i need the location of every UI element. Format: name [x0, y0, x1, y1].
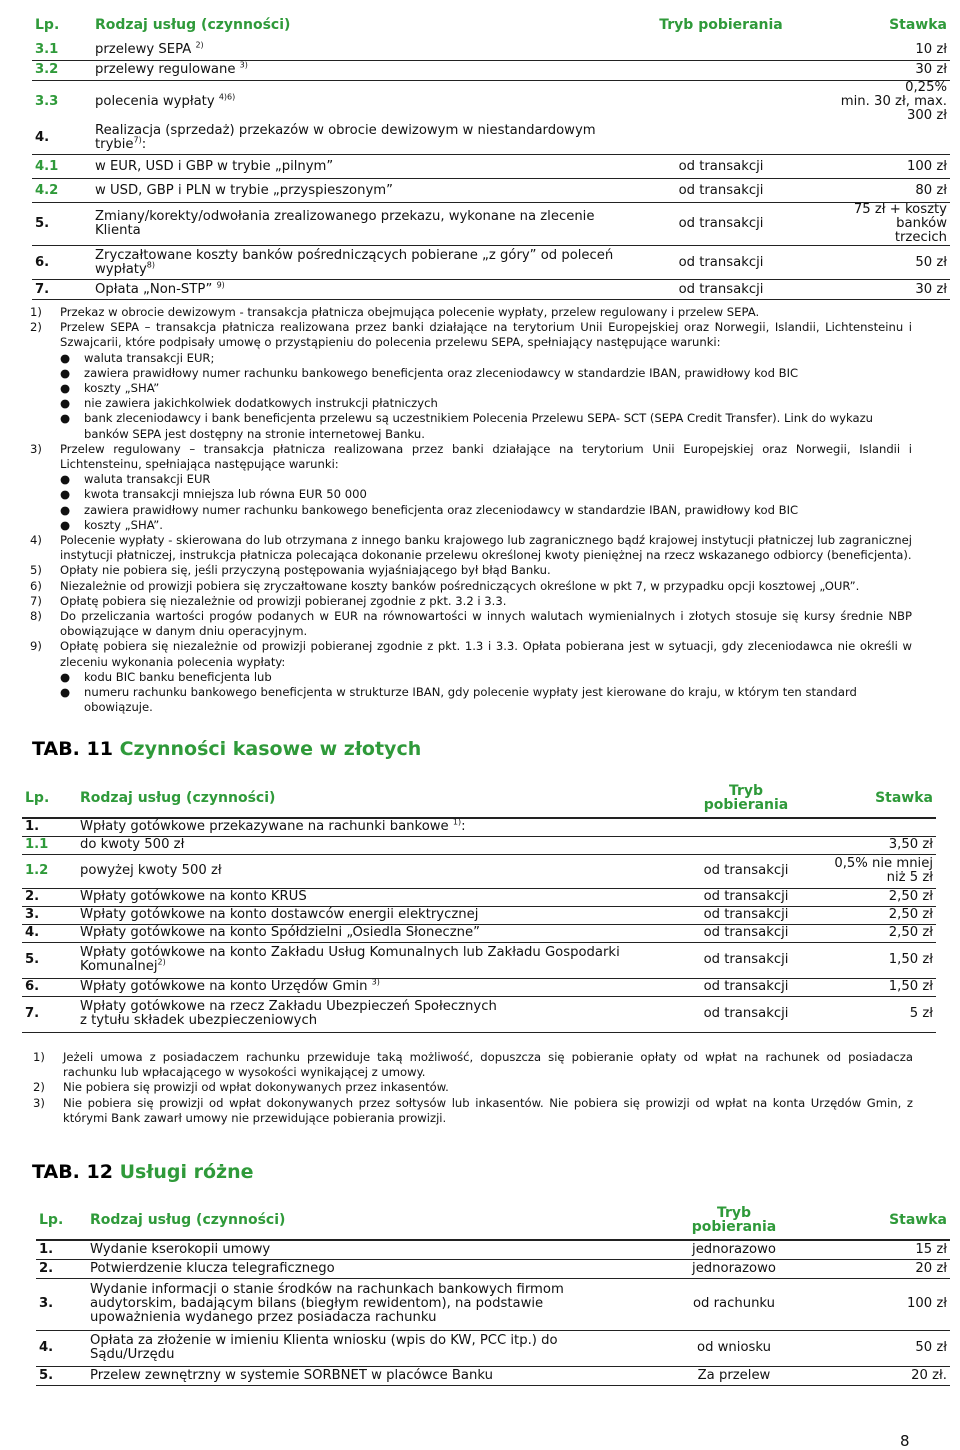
- table-row: 1. Wydanie kserokopii umowy jednorazowo 15 zł: [36, 1240, 950, 1259]
- table-row: 4. Opłata za złożenie w imieniu Klienta wniosku (wpis do KW, PCC itp.) do Sądu/Urzędu od wniosku 50 zł: [36, 1330, 950, 1366]
- table-row: 3. Wpłaty gotówkowe na konto dostawców energii elektrycznej od transakcji 2,50 zł: [22, 906, 936, 924]
- table-other-services: [36, 1200, 950, 1386]
- footnote: 6) Niezależnie od prowizji pobiera się zryczałtowane koszty banków pośredniczących określone w pkt 7, w przypadku opcji kosztowej „OUR”.: [30, 578, 860, 593]
- table-row: 3. Wydanie informacji o stanie środków na rachunkach bankowych firmom audytorskim, badającym bilans (biegłym rewidentom), na podstawie upoważnienia wydanego przez posiadacza rachunku od rachunku 100 zł: [36, 1278, 950, 1330]
- table-fees-transfers: [32, 10, 950, 300]
- footnote: 3) Przelew regulowany – transakcja płatnicza realizowana przez banki działające na terytorium Unii Europejskiej oraz Norwegii, Islandii i Lichtensteinu, spełniająca następujące warunki:: [30, 441, 912, 472]
- list-item: ● koszty „SHA”: [60, 381, 160, 396]
- header-lp: Lp.: [22, 778, 77, 818]
- header-rate: Stawka: [824, 1200, 950, 1240]
- table-row: 2. Potwierdzenie klucza telegraficznego jednorazowo 20 zł: [36, 1259, 950, 1278]
- table-row: 2. Wpłaty gotówkowe na konto KRUS od transakcji 2,50 zł: [22, 888, 936, 906]
- table-row: 5. Wpłaty gotówkowe na konto Zakładu Usług Komunalnych lub Zakładu Gospodarki Komunalnej$^{2)}$ od transakcji 1,50 zł: [22, 942, 936, 978]
- list-item: ● nie zawiera jakichkolwiek dodatkowych instrukcji płatniczych: [60, 396, 438, 411]
- table-row: 7. Opłata „Non-STP” $^{9)}$ od transakcji 30 zł: [32, 280, 950, 300]
- footnotes-table-cash-operations: [33, 1050, 913, 1126]
- footnote: 5) Opłaty nie pobiera się, jeśli przyczyną postępowania wyjaśniającego był błąd Banku.: [30, 563, 551, 578]
- list-item: ● kwota transakcji mniejsza lub równa EUR 50 000: [60, 487, 367, 502]
- table-cash-operations: [22, 778, 936, 1033]
- table-row: 1. Wpłaty gotówkowe przekazywane na rachunki bankowe $^{1)}$:: [22, 818, 936, 836]
- header-rate: Stawka: [889, 17, 947, 33]
- header-name: Rodzaj usług (czynności): [77, 778, 672, 818]
- list-item: ● zawiera prawidłowy numer rachunku bankowego beneficjenta oraz zleceniodawcy w standardzie IBAN, prawidłowy kod BIC: [60, 502, 799, 517]
- footnote: 1) Jeżeli umowa z posiadaczem rachunku przewiduje taką możliwość, dopuszcza się pobieranie opłaty od wpłat na rachunek od posiadacza rachunku lub wpłacającego w wysokości wynikającej z umowy.: [33, 1050, 913, 1080]
- footnote: 3) Nie pobiera się prowizji od wpłat dokonywanych przez sołtysów lub inkasentów. Nie pobiera się prowizji od wpłat na konta Urzędów Gmin, z którymi Bank zawarł umowy nie przewidujące pobierania prowizji.: [33, 1095, 913, 1125]
- footnote: 2) Przelew SEPA – transakcja płatnicza realizowana przez banki działające na terytorium Unii Europejskiej oraz Norwegii, Islandii, Lichtensteinu i Szwajcarii, które podpisały umowę o przystąpieniu do polecenia przelewu SEPA, spełniający następujące warunki:: [30, 320, 912, 350]
- header-mode: Tryb pobierania: [672, 778, 820, 818]
- list-item: ● kodu BIC banku beneficjenta lub: [60, 669, 272, 684]
- header-lp: Lp.: [35, 17, 60, 33]
- footnote: 8) Do przeliczania wartości progów podanych w EUR na równowartości w innych walutach wymienialnych i złotych stosuje się kursy średnie NBP obowiązujące w danym dniu operacyjnym.: [30, 609, 912, 639]
- footnote: 1) Przekaz w obrocie dewizowym - transakcja płatnicza obejmująca polecenie wypłaty, przelew regulowany i przelew SEPA.: [30, 305, 760, 319]
- table-row: 4.2 w USD, GBP i PLN w trybie „przyspieszonym” od transakcji 80 zł: [32, 179, 950, 203]
- page-number: 8: [900, 1432, 910, 1450]
- header-mode: Tryb pobierania: [644, 1200, 824, 1240]
- header-mode: Tryb pobierania: [659, 17, 783, 33]
- header-name: Rodzaj usług (czynności): [95, 17, 291, 33]
- header-rate: Stawka: [820, 778, 936, 818]
- table-row: 3.2 przelewy regulowane $^{3)}$ 30 zł: [32, 60, 950, 80]
- table-row: 4. Realizacja (sprzedaż) przekazów w obrocie dewizowym w niestandardowym trybie$^{7)}$:: [32, 123, 950, 155]
- table-row: 4.1 w EUR, USD i GBP w trybie „pilnym” od transakcji 100 zł: [32, 155, 950, 179]
- list-item: ● waluta transakcji EUR: [60, 472, 211, 487]
- footnote: 2) Nie pobiera się prowizji od wpłat dokonywanych przez inkasentów.: [33, 1080, 449, 1095]
- table-row: 3.3 polecenia wypłaty $^{4)6)}$ 0,25% min. 30 zł, max. 300 zł: [35, 79, 947, 123]
- list-item: ● koszty „SHA”.: [60, 517, 163, 532]
- section-title-tab-12: TAB. 12 Usługi różne: [32, 1161, 254, 1183]
- table-row: 7. Wpłaty gotówkowe na rzecz Zakładu Ubezpieczeń Społecznych z tytułu składek ubezpieczeniowych od transakcji 5 zł: [22, 996, 936, 1032]
- section-title-tab-11: TAB. 11 Czynności kasowe w złotych: [32, 738, 422, 760]
- footnote: 4) Polecenie wypłaty - skierowana do lub otrzymana z innego banku krajowego lub zagranicznego bądź krajowej instytucji płatniczej lub zagranicznej instytucji płatniczej, instrukcja płatnicza polecająca dokonanie przelewu określonej kwoty pieniężnej na rzecz wskazanego odbiorcy (beneficjenta).: [30, 533, 912, 563]
- table-row: 4. Wpłaty gotówkowe na konto Spółdzielni „Osiedla Słoneczne” od transakcji 2,50 zł: [22, 924, 936, 942]
- header-lp: Lp.: [36, 1200, 87, 1240]
- list-item: ● bank zleceniodawcy i bank beneficjenta przelewu są uczestnikiem Polecenia Przelewu SEPA- SCT (SEPA Credit Transfer). Link do wykazu banków SEPA jest dostępny na stronie internetowej Banku.: [60, 411, 874, 441]
- table-row: 5. Zmiany/korekty/odwołania zrealizowanego przekazu, wykonane na zlecenie Klienta od transakcji 75 zł + koszty banków trzecich: [32, 203, 950, 246]
- table-row: 1.2 powyżej kwoty 500 zł od transakcji 0,5% nie mniej niż 5 zł: [22, 854, 936, 888]
- table-row: 1.1 do kwoty 500 zł 3,50 zł: [22, 836, 936, 854]
- list-item: ● numeru rachunku bankowego beneficjenta w strukturze IBAN, gdy polecenie wypłaty jest kierowane do kraju, w którym ten standard obowiązuje.: [60, 685, 857, 715]
- footnote: 9) Opłatę pobiera się niezależnie od prowizji pobieranej zgodnie z pkt. 1.3 i 3.3. Opłata pobierana jest w sytuacji, gdy zleceniodawca nie określi w zleceniu wykonania polecenia wypłaty:: [30, 639, 912, 669]
- footnote: 7) Opłatę pobiera się niezależnie od prowizji pobieranej zgodnie z pkt. 3.2 i 3.3.: [30, 593, 507, 608]
- header-name: Rodzaj usług (czynności): [87, 1200, 644, 1240]
- table-row: 6. Wpłaty gotówkowe na konto Urzędów Gmin $^{3)}$ od transakcji 1,50 zł: [22, 978, 936, 996]
- footnotes-table-fees-transfers: [30, 305, 912, 715]
- list-item: ● zawiera prawidłowy numer rachunku bankowego beneficjenta oraz zleceniodawcy w standardzie IBAN, prawidłowy kod BIC: [60, 365, 799, 380]
- table-row: 6. Zryczałtowane koszty banków pośredniczących pobierane „z góry” od poleceń wypłaty$^{8)}$ od transakcji 50 zł: [32, 246, 950, 280]
- table-row: 3.1 przelewy SEPA $^{2)}$ 10 zł: [32, 40, 950, 60]
- table-row: 5. Przelew zewnętrzny w systemie SORBNET w placówce Banku Za przelew 20 zł.: [36, 1366, 950, 1385]
- list-item: ● waluta transakcji EUR;: [60, 350, 215, 365]
